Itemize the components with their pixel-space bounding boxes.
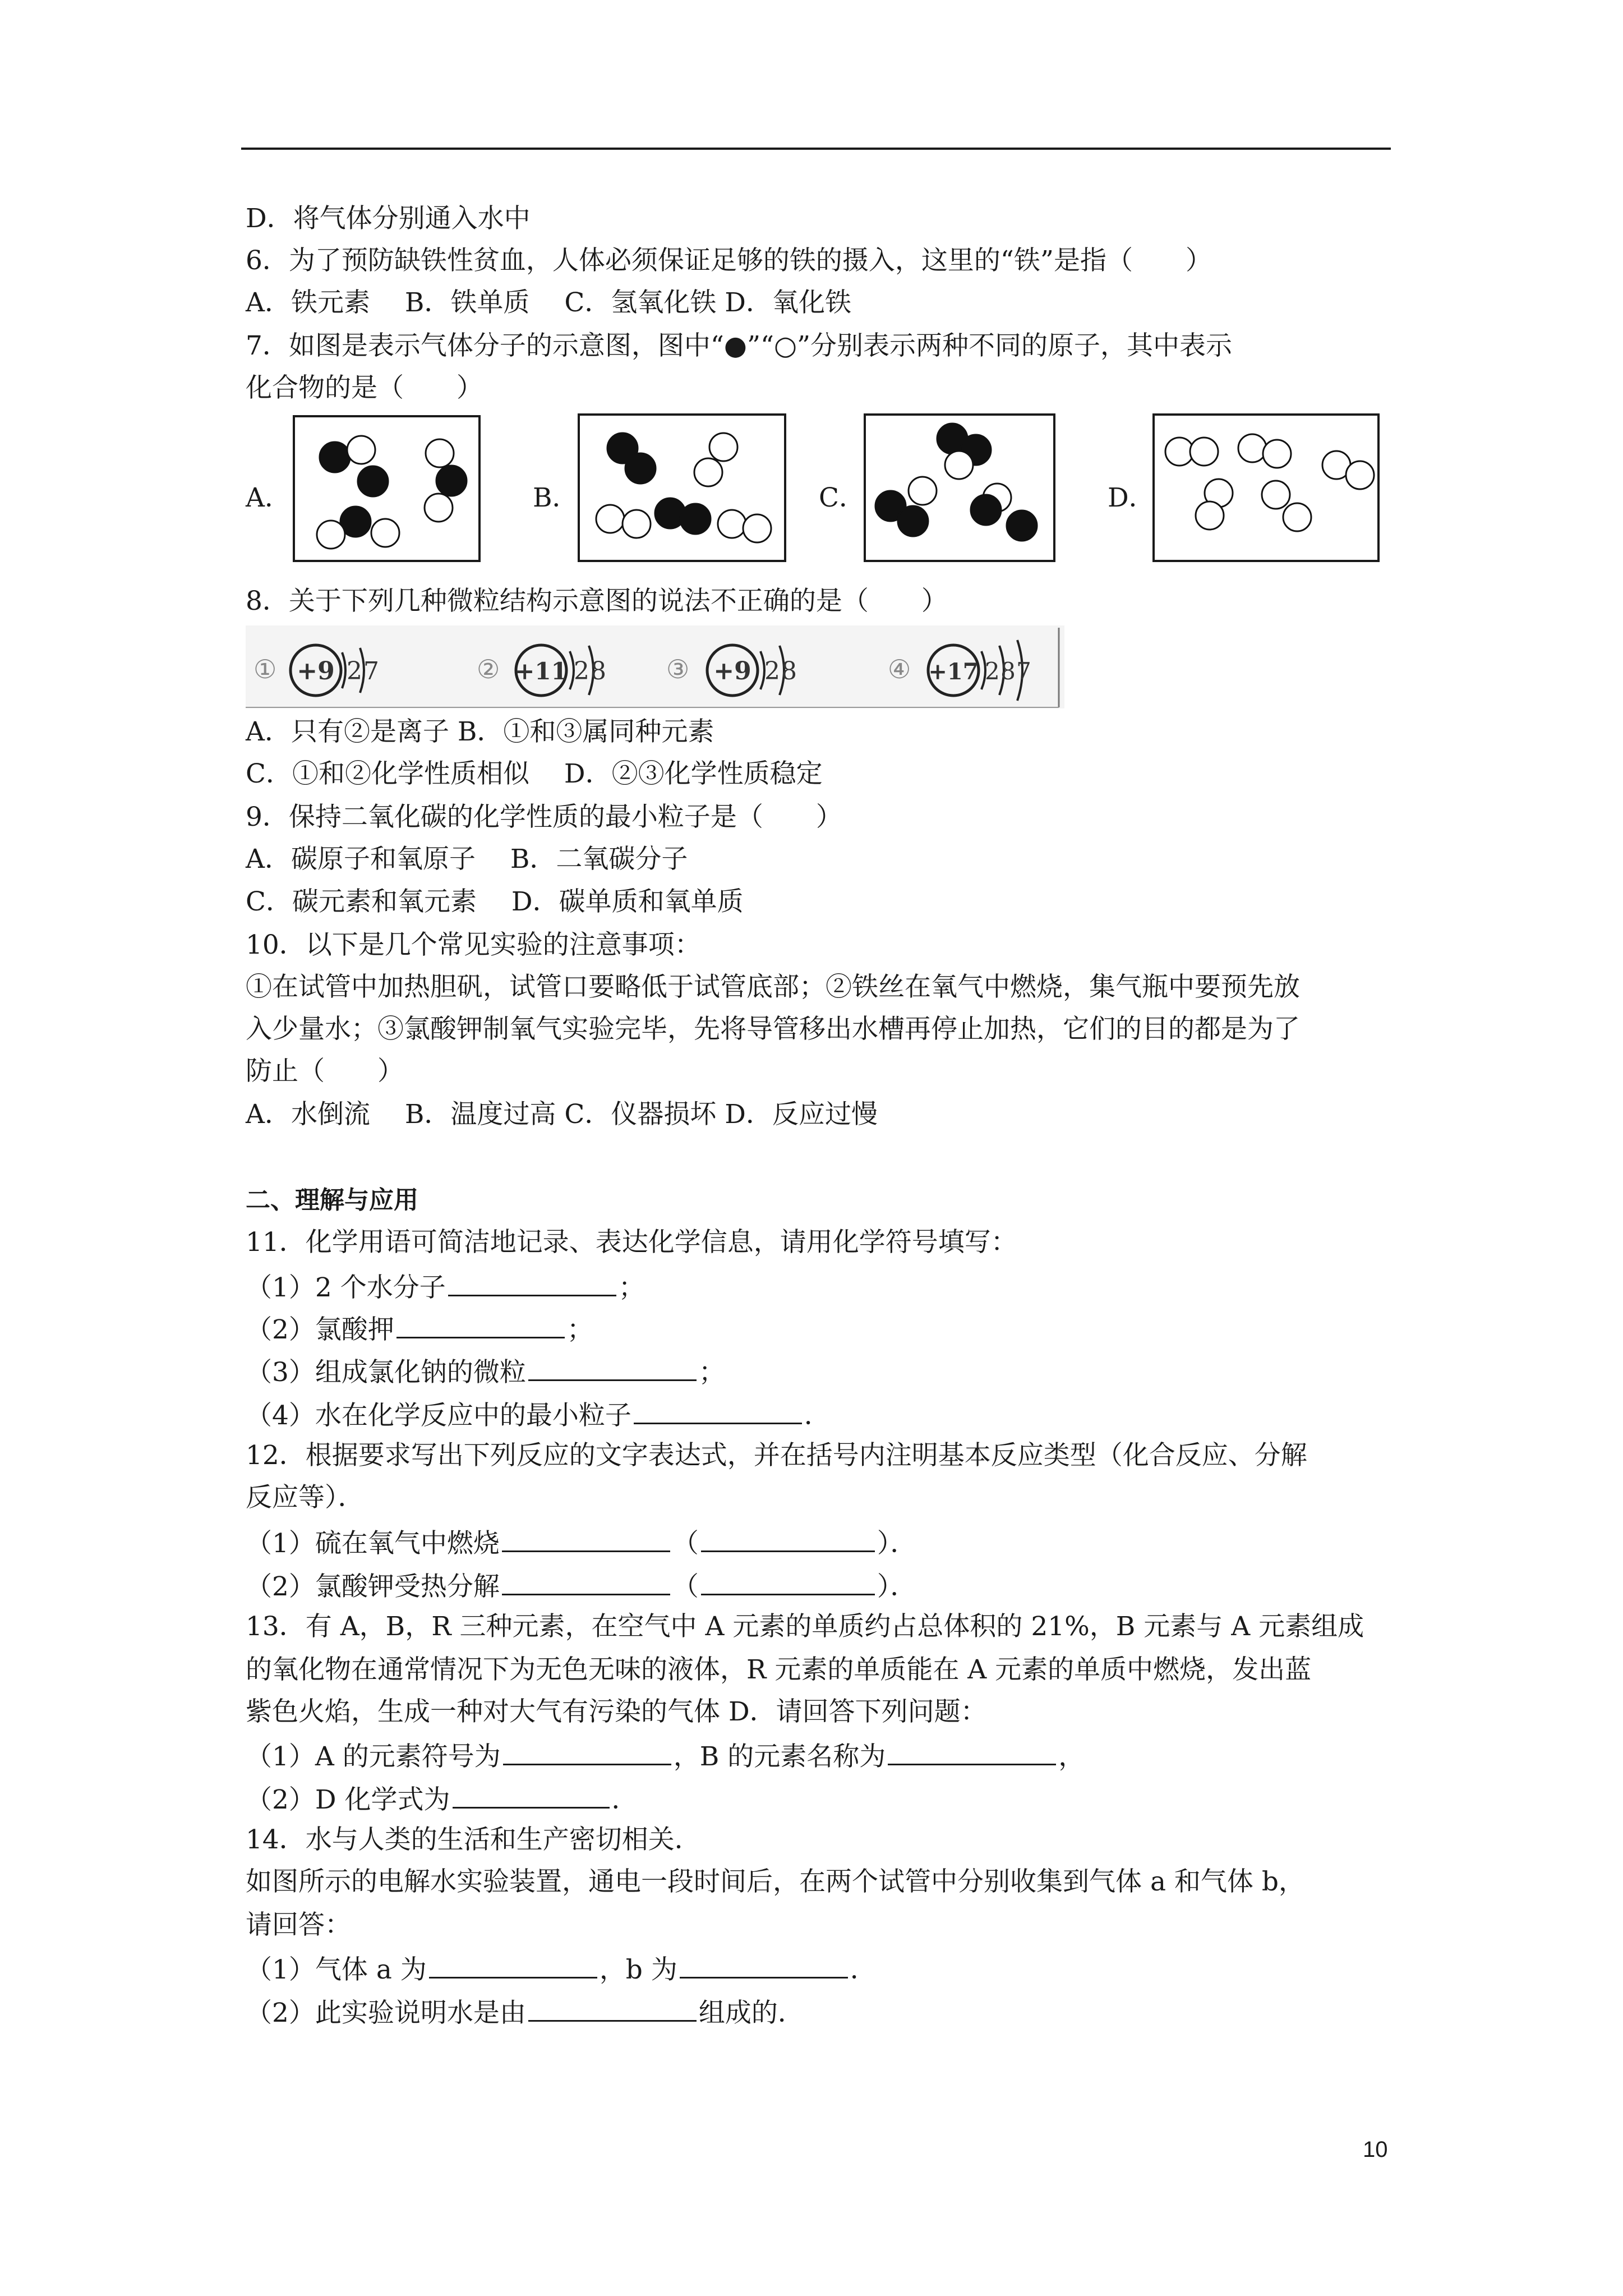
q11-blank-1[interactable] xyxy=(448,1269,616,1296)
q9-options-cd: C．碳元素和氧元素 D．碳单质和氧单质 xyxy=(246,886,744,917)
q13-blank-1b[interactable] xyxy=(888,1738,1056,1765)
q7-diagram-c xyxy=(864,413,1055,562)
q11-blank-2[interactable] xyxy=(396,1311,565,1338)
q13-item-2: （2）D 化学式为 ． xyxy=(246,1781,638,1817)
q8-stem: 8．关于下列几种微粒结构示意图的说法不正确的是（ ） xyxy=(246,586,948,616)
q13-blank-1a[interactable] xyxy=(503,1738,671,1765)
q7-stem-2: 化合物的是（ ） xyxy=(246,372,483,403)
q12-stem-1: 12．根据要求写出下列反应的文字表达式，并在括号内注明基本反应类型（化合反应、分解 xyxy=(246,1440,1307,1471)
q14-blank-2[interactable] xyxy=(528,1994,697,2022)
q7-option-c-label: C． xyxy=(819,482,865,513)
q8-label-1: ① xyxy=(253,654,277,684)
q10-stem: 10．以下是几个常见实验的注意事项： xyxy=(246,930,701,960)
q8-options-cd: C．①和②化学性质相似 D．②③化学性质稳定 xyxy=(246,758,823,789)
q12-item-2: （2）氯酸钾受热分解 （ ）． xyxy=(246,1568,916,1604)
q10-body-2: 入少量水；③氯酸钾制氧气实验完毕，先将导管移出水槽再停止加热，它们的目的都是为了 xyxy=(246,1014,1300,1045)
q12-blank-1a[interactable] xyxy=(502,1525,670,1552)
q8-nucleus-2: +11 xyxy=(515,657,568,685)
q7-option-a-label: A． xyxy=(246,482,291,513)
header-rule xyxy=(241,148,1391,150)
page-number: 10 xyxy=(1363,2137,1388,2162)
q8-options-ab: A．只有②是离子 B．①和③属同种元素 xyxy=(246,716,714,747)
q8-shells-1: 2 7 xyxy=(347,657,376,685)
q8-label-2: ② xyxy=(477,654,500,684)
q8-shells-4: 2 8 7 xyxy=(985,657,1028,685)
q8-nucleus-3: +9 xyxy=(713,657,751,685)
q8-nucleus-4: +17 xyxy=(928,659,979,685)
q8-shells-3: 2 8 xyxy=(764,657,794,685)
q11-item-4: （4）水在化学反应中的最小粒子 ． xyxy=(246,1397,831,1433)
q11-stem: 11．化学用语可简洁地记录、表达化学信息，请用化学符号填写： xyxy=(246,1227,1017,1258)
q11-blank-3[interactable] xyxy=(528,1354,697,1381)
q8-shells-2: 2 8 xyxy=(574,657,603,685)
q6-stem: 6．为了预防缺铁性贫血，人体必须保证足够的铁的摄入，这里的“铁”是指（ ） xyxy=(246,245,1212,276)
q8-structure-diagrams xyxy=(246,625,1064,708)
q14-blank-1b[interactable] xyxy=(680,1951,848,1978)
q11-blank-4[interactable] xyxy=(634,1397,802,1424)
q13-blank-2[interactable] xyxy=(453,1781,610,1809)
q10-options: A．水倒流 B．温度过高 C．仪器损坏 D．反应过慢 xyxy=(246,1099,878,1130)
q13-item-1: （1）A 的元素符号为 ，B 的元素名称为 ， xyxy=(246,1738,1085,1774)
q7-diagram-a xyxy=(293,415,481,562)
q12-blank-2a[interactable] xyxy=(502,1568,670,1595)
q7-diagram-d xyxy=(1152,413,1380,562)
q11-item-2: （2）氯酸押 ； xyxy=(246,1311,593,1347)
q8-label-3: ③ xyxy=(666,654,690,684)
q14-item-2: （2）此实验说明水是由 组成的． xyxy=(246,1994,804,2030)
q13-stem-1: 13．有 A，B，R 三种元素，在空气中 A 元素的单质约占总体积的 21%，B 元素与 A 元素组成 xyxy=(246,1611,1364,1642)
q12-stem-2: 反应等）． xyxy=(246,1482,365,1513)
q11-item-1: （1）2 个水分子 ； xyxy=(246,1269,645,1305)
q7-diagram-b xyxy=(578,413,786,562)
section-2-heading: 二、理解与应用 xyxy=(246,1186,418,1214)
q14-item-1: （1）气体 a 为 ，b 为 ． xyxy=(246,1951,877,1987)
q12-item-1: （1）硫在氧气中燃烧 （ ）． xyxy=(246,1525,916,1561)
q12-blank-2b[interactable] xyxy=(701,1568,875,1595)
q7-stem-1: 7．如图是表示气体分子的示意图，图中“●”“○”分别表示两种不同的原子，其中表示 xyxy=(246,330,1233,361)
q12-blank-1b[interactable] xyxy=(701,1525,875,1552)
q14-body-1: 如图所示的电解水实验装置，通电一段时间后，在两个试管中分别收集到气体 a 和气体 b， xyxy=(246,1866,1305,1897)
q8-nucleus-1: +9 xyxy=(297,657,335,685)
q8-label-4: ④ xyxy=(888,654,911,684)
q14-stem: 14．水与人类的生活和生产密切相关． xyxy=(246,1824,701,1855)
q7-option-d-label: D． xyxy=(1108,482,1155,513)
q14-blank-1a[interactable] xyxy=(429,1951,597,1978)
q11-item-3: （3）组成氯化钠的微粒 ； xyxy=(246,1354,725,1389)
q10-body-1: ①在试管中加热胆矾，试管口要略低于试管底部；②铁丝在氧气中燃烧，集气瓶中要预先放 xyxy=(246,972,1300,1002)
q9-stem: 9．保持二氧化碳的化学性质的最小粒子是（ ） xyxy=(246,802,842,832)
q10-body-3: 防止（ ） xyxy=(246,1056,404,1087)
q6-options: A．铁元素 B．铁单质 C．氢氧化铁 D．氧化铁 xyxy=(246,287,851,318)
q14-body-2: 请回答： xyxy=(246,1910,351,1940)
q5-option-d: D．将气体分别通入水中 xyxy=(246,203,531,234)
q13-stem-3: 紫色火焰，生成一种对大气有污染的气体 D．请回答下列问题： xyxy=(246,1696,987,1727)
q9-options-ab: A．碳原子和氧原子 B．二氧碳分子 xyxy=(246,844,688,875)
q13-stem-2: 的氧化物在通常情况下为无色无味的液体，R 元素的单质能在 A 元素的单质中燃烧，发出蓝 xyxy=(246,1654,1312,1685)
q7-option-b-label: B． xyxy=(533,482,579,513)
